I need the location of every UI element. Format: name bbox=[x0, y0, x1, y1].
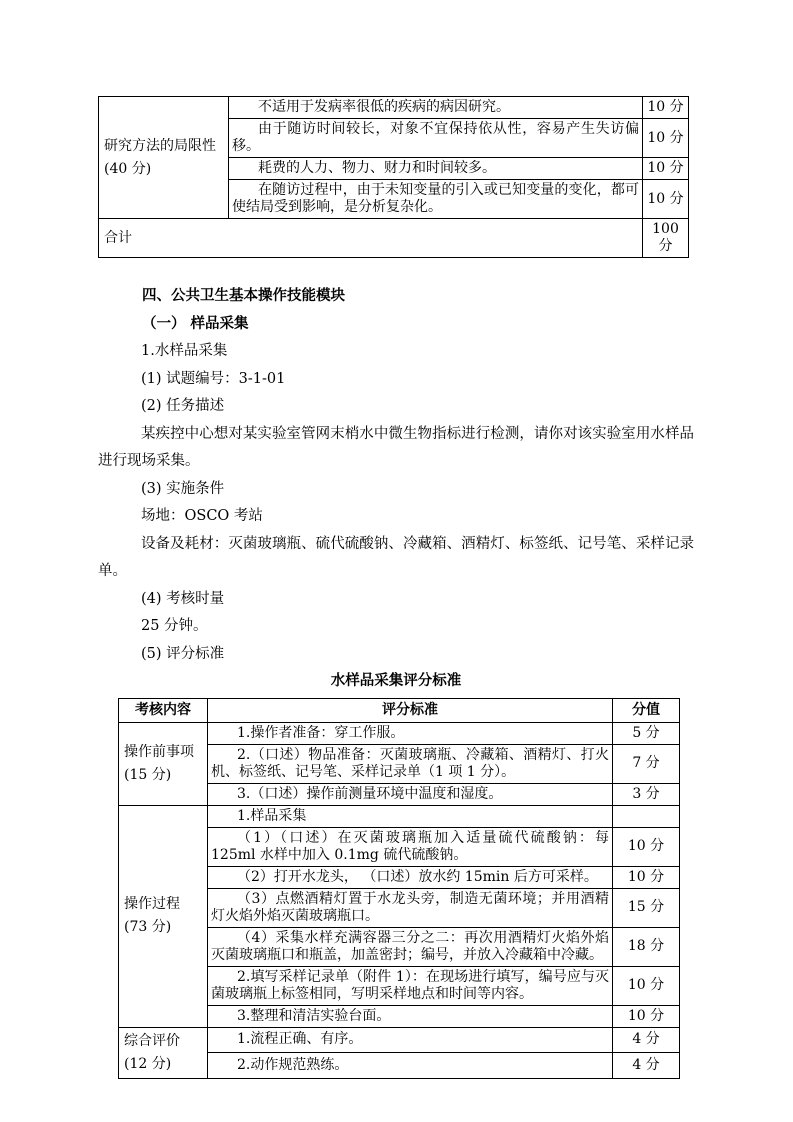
scoring-table bbox=[118, 698, 680, 1079]
criteria-cell: （4）采集水样充满容器三分之二：再次用酒精灯火焰外焰灭菌玻璃瓶口和瓶盖，加盖密封；编号，并放入冷藏箱中冷藏。 bbox=[208, 927, 613, 966]
score-cell: 10 分 bbox=[613, 966, 680, 1005]
score-cell: 5 分 bbox=[613, 722, 680, 744]
table-row bbox=[119, 722, 680, 744]
score-cell: 10 分 bbox=[613, 866, 680, 888]
criteria-cell: 3.（口述）操作前测量环境中温度和湿度。 bbox=[208, 783, 613, 805]
section-heading-main: 四、公共卫生基本操作技能模块 bbox=[142, 288, 345, 304]
paragraph-task-description: 某疾控中心想对某实验室管网末梢水中微生物指标进行检测，请你对该实验室用水样品进行现场采集。 bbox=[98, 425, 694, 469]
group-label-line1: 综合评价 bbox=[124, 1032, 180, 1049]
score-cell: 3 分 bbox=[613, 783, 680, 805]
criteria-cell: 1.操作者准备：穿工作服。 bbox=[208, 722, 613, 744]
paragraph-time-label: (4) 考核时量 bbox=[141, 590, 225, 607]
criteria-cell: （2）打开水龙头， （口述）放水约 15min 后方可采样。 bbox=[208, 866, 613, 888]
group-label-line2: (12 分) bbox=[124, 1055, 172, 1072]
group-label-line2: (15 分) bbox=[124, 766, 172, 783]
criteria-cell: （3）点燃酒精灯置于水龙头旁，制造无菌环境；并用酒精灯火焰外焰灭菌玻璃瓶口。 bbox=[208, 888, 613, 927]
score-cell: 15 分 bbox=[613, 888, 680, 927]
table-row bbox=[119, 1027, 680, 1053]
score-cell: 7 分 bbox=[613, 744, 680, 783]
total-label-cell: 合计 bbox=[99, 219, 643, 258]
group-label-cell bbox=[119, 722, 208, 805]
scoring-table-title: 水样品采集评分标准 bbox=[330, 673, 462, 689]
score-cell: 4 分 bbox=[613, 1027, 680, 1053]
criteria-cell: 在随访过程中，由于未知变量的引入或已知变量的变化，都可使结局受到影响，是分析复杂化。 bbox=[229, 180, 643, 219]
criteria-cell: 1.样品采集 bbox=[208, 805, 613, 827]
header-cell-content: 考核内容 bbox=[119, 698, 208, 722]
paragraph-site: 场地：OSCO 考站 bbox=[141, 508, 263, 524]
header-cell-criteria: 评分标准 bbox=[208, 698, 613, 722]
score-cell: 10 分 bbox=[643, 180, 689, 219]
group-label-line2: (40 分) bbox=[104, 160, 152, 177]
table-row bbox=[99, 97, 689, 119]
score-cell: 4 分 bbox=[613, 1053, 680, 1079]
group-label-line1: 研究方法的局限性 bbox=[104, 137, 216, 154]
paragraph-equipment: 设备及耗材：灭菌玻璃瓶、硫代硫酸钠、冷藏箱、酒精灯、标签纸、记号笔、采样记录单。 bbox=[98, 535, 694, 579]
criteria-cell: 不适用于发病率很低的疾病的病因研究。 bbox=[229, 97, 643, 119]
paragraph-question-number: (1) 试题编号：3-1-01 bbox=[141, 370, 286, 387]
paragraph-score-label: (5) 评分标准 bbox=[141, 645, 225, 662]
group-label-cell bbox=[119, 1027, 208, 1078]
section-block bbox=[98, 283, 694, 696]
table-row bbox=[119, 805, 680, 827]
score-cell: 10 分 bbox=[613, 1005, 680, 1027]
total-row bbox=[99, 219, 689, 258]
header-row bbox=[119, 698, 680, 722]
score-cell: 18 分 bbox=[613, 927, 680, 966]
criteria-cell: （1）（口述）在灭菌玻璃瓶加入适量硫代硫酸钠：每 125ml 水样中加入 0.1mg 硫代硫酸钠。 bbox=[208, 827, 613, 866]
paragraph-item-title: 1.水样品采集 bbox=[141, 343, 228, 359]
group-label-line1: 操作前事项 bbox=[124, 743, 194, 760]
criteria-cell: 耗费的人力、物力、财力和时间较多。 bbox=[229, 158, 643, 180]
score-cell bbox=[613, 805, 680, 827]
paragraph-conditions-label: (3) 实施条件 bbox=[141, 480, 225, 497]
criteria-cell: 3.整理和清洁实验台面。 bbox=[208, 1005, 613, 1027]
limitations-table bbox=[98, 96, 689, 258]
group-label-cell bbox=[119, 805, 208, 1027]
group-label-line2: (73 分) bbox=[124, 919, 172, 935]
header-cell-score: 分值 bbox=[613, 698, 680, 722]
score-cell: 10 分 bbox=[613, 827, 680, 866]
criteria-cell: 2.动作规范熟练。 bbox=[208, 1053, 613, 1079]
paragraph-time-value: 25 分钟。 bbox=[141, 618, 208, 634]
score-cell: 10 分 bbox=[643, 158, 689, 180]
criteria-cell: 2.（口述）物品准备：灭菌玻璃瓶、冷藏箱、酒精灯、打火机、标签纸、记号笔、采样记录单（1 项 1 分）。 bbox=[208, 744, 613, 783]
criteria-cell: 由于随访时间较长，对象不宜保持依从性，容易产生失访偏移。 bbox=[229, 119, 643, 158]
group-label-line1: 操作过程 bbox=[124, 896, 180, 912]
score-cell: 10 分 bbox=[643, 97, 689, 119]
section-heading-sub: （一） 样品采集 bbox=[142, 315, 249, 332]
total-score-cell: 100 分 bbox=[643, 219, 689, 258]
score-cell: 10 分 bbox=[643, 119, 689, 158]
criteria-cell: 1.流程正确、有序。 bbox=[208, 1027, 613, 1053]
paragraph-task-label: (2) 任务描述 bbox=[141, 398, 225, 414]
criteria-cell: 2.填写采样记录单（附件 1）：在现场进行填写，编号应与灭菌玻璃瓶上标签相同，写明采样地点和时间等内容。 bbox=[208, 966, 613, 1005]
group-label-cell bbox=[99, 97, 229, 219]
